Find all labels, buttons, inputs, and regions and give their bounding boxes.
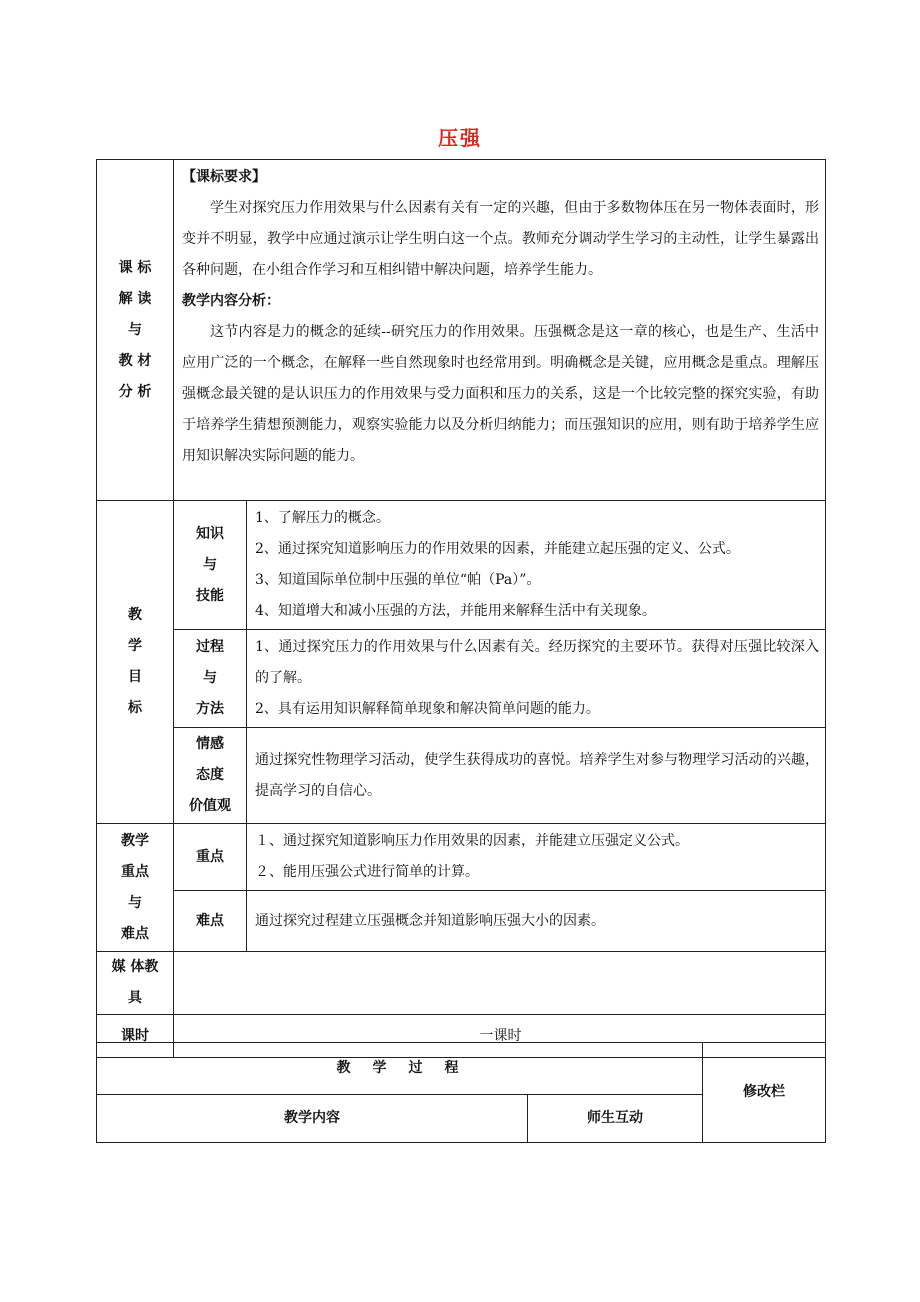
media-content (174, 952, 826, 1015)
difficulty-label: 难点 (174, 891, 247, 952)
difficulty-content: 通过探究过程建立压强概念并知道影响压强大小的因素。 (247, 891, 826, 952)
list-item: １、通过探究知道影响压力作用效果的因素，并能建立压强定义公式。 (255, 833, 689, 849)
process-table (96, 1042, 826, 1143)
process-heading: 教 学 过 程 (97, 1043, 703, 1095)
list-item: 1、通过探究压力的作用效果与什么因素有关。经历探究的主要环节。获得对压强比较深入的了解。 (255, 639, 820, 686)
media-label: 媒 体教 具 (97, 952, 174, 1015)
revision-column-header: 修改栏 (703, 1043, 826, 1143)
list-item: 2、通过探究知道影响压力的作用效果的因素，并能建立起压强的定义、公式。 (255, 541, 740, 557)
curriculum-analysis-content (174, 160, 826, 501)
knowledge-skills-label: 知识 与 技能 (174, 501, 247, 630)
list-item: 4、知道增大和减小压强的方法，并能用来解释生活中有关现象。 (255, 603, 656, 619)
difficulty-row (97, 891, 826, 952)
process-method-content (247, 630, 826, 728)
focus-row (97, 824, 826, 891)
focus-label: 重点 (174, 824, 247, 891)
requirements-text: 学生对探究压力作用效果与什么因素有关有一定的兴趣，但由于多数物体压在另一物体表面时，形变并不明显，教学中应通过演示让学生明白这一个点。教师充分调动学生学习的主动性，让学生暴露出各种问题，在小组合作学习和互相纠错中解决问题，培养学生能力。 (182, 200, 820, 278)
process-method-label: 过程 与 方法 (174, 630, 247, 728)
list-item: 3、知道国际单位制中压强的单位“帕（Pa）”。 (255, 572, 541, 588)
period-value: 一课时 (174, 1015, 826, 1058)
goal-process-row (97, 630, 826, 728)
list-item: ２、能用压强公式进行简单的计算。 (255, 864, 479, 880)
key-difficult-label: 教学 重点 与 难点 (97, 824, 174, 952)
interaction-column-header: 师生互动 (528, 1095, 703, 1143)
content-analysis-text: 这节内容是力的概念的延续--研究压力的作用效果。压强概念是这一章的核心，也是生产、生活中应用广泛的一个概念，在解释一些自然现象时也经常用到。明确概念是关键，应用概念是重点。理解压强概念最关键的是认识压力的作用效果与受力面积和压力的关系，这是一个比较完整的探究实验，有助于培养学生猜想预测能力，观察实验能力以及分析归纳能力；而压强知识的应用，则有助于培养学生应用知识解决实际问题的能力。 (182, 324, 820, 464)
teaching-goals-label: 教 学 目 标 (97, 501, 174, 824)
focus-content (247, 824, 826, 891)
emotion-values-label: 情感 态度 价值观 (174, 728, 247, 824)
goal-knowledge-row (97, 501, 826, 630)
curriculum-analysis-label: 课 标 解 读 与 教 材 分 析 (97, 160, 174, 501)
requirements-heading: 【课标要求】 (182, 169, 266, 185)
lesson-plan-table (96, 159, 826, 1058)
curriculum-analysis-row (97, 160, 826, 501)
emotion-values-content: 通过探究性物理学习活动，使学生获得成功的喜悦。培养学生对参与物理学习活动的兴趣，提高学习的自信心。 (247, 728, 826, 824)
list-item: 1、了解压力的概念。 (255, 510, 390, 526)
knowledge-skills-content (247, 501, 826, 630)
goal-emotion-row (97, 728, 826, 824)
content-analysis-heading: 教学内容分析： (182, 293, 280, 309)
page-title: 压强 (438, 126, 482, 150)
content-column-header: 教学内容 (97, 1095, 528, 1143)
process-heading-row (97, 1043, 826, 1095)
list-item: 2、具有运用知识解释简单现象和解决简单问题的能力。 (255, 701, 600, 717)
period-label: 课时 (97, 1015, 174, 1058)
media-row (97, 952, 826, 1015)
